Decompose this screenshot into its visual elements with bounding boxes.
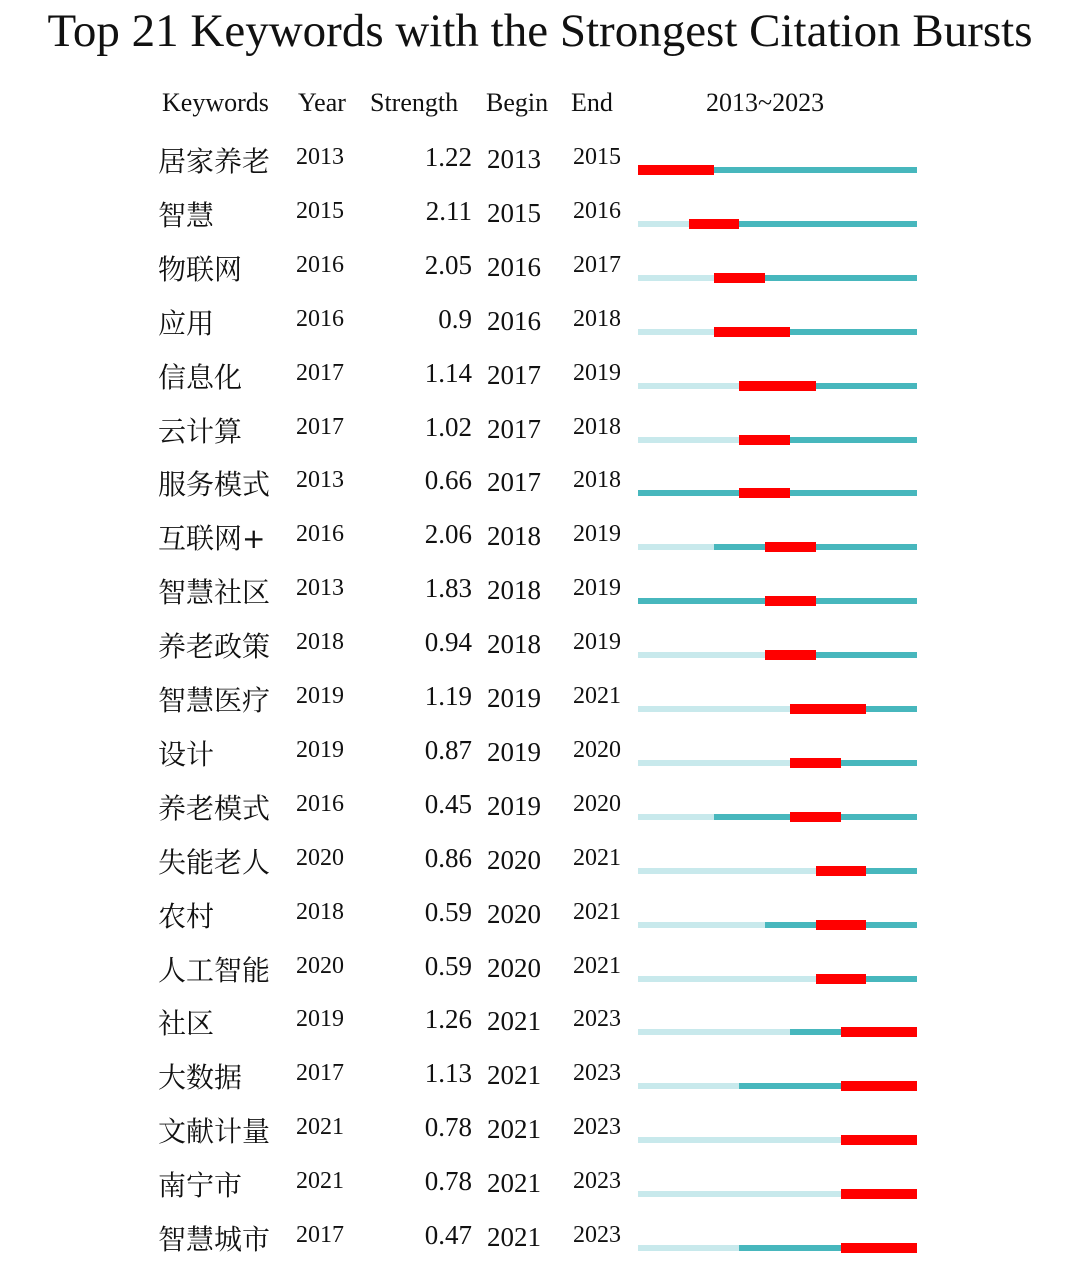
table-row xyxy=(0,787,1080,841)
table-row xyxy=(0,463,1080,517)
timeline-inactive-segment xyxy=(638,760,790,766)
timeline-inactive-segment xyxy=(638,814,714,820)
end-cell: 2023 xyxy=(573,1060,621,1087)
keyword-cell: 养老模式 xyxy=(158,791,271,825)
burst-bar xyxy=(841,1189,917,1199)
year-cell: 2019 xyxy=(296,683,344,709)
strength-cell: 1.14 xyxy=(424,357,472,388)
end-cell: 2019 xyxy=(573,359,621,386)
burst-bar xyxy=(790,758,841,768)
table-row xyxy=(0,571,1080,625)
table-row xyxy=(0,248,1080,302)
keyword-cell: 互联网+ xyxy=(158,522,266,556)
begin-cell: 2016 xyxy=(487,251,541,282)
strength-cell: 1.22 xyxy=(424,142,472,172)
strength-cell: 0.78 xyxy=(424,1166,472,1197)
begin-cell: 2021 xyxy=(487,1114,541,1145)
keyword-cell: 服务模式 xyxy=(158,468,271,502)
keyword-cell: 大数据 xyxy=(158,1061,243,1095)
timeline-inactive-segment xyxy=(638,922,765,928)
table-row xyxy=(0,1002,1080,1056)
year-cell: 2016 xyxy=(296,251,344,278)
keyword-cell: 物联网 xyxy=(158,252,243,286)
table-row xyxy=(0,356,1080,410)
table-row xyxy=(0,140,1080,194)
strength-cell: 0.78 xyxy=(424,1112,472,1143)
burst-bar xyxy=(841,1243,917,1253)
table-row xyxy=(0,841,1080,895)
burst-bar xyxy=(765,650,816,660)
strength-cell: 0.45 xyxy=(424,788,472,819)
timeline-inactive-segment xyxy=(638,221,689,227)
end-cell: 2023 xyxy=(573,1168,621,1195)
year-cell: 2018 xyxy=(296,629,344,656)
strength-cell: 0.87 xyxy=(424,734,472,765)
table-row xyxy=(0,1218,1080,1272)
table-row xyxy=(0,949,1080,1003)
year-cell: 2021 xyxy=(296,1168,344,1195)
end-cell: 2019 xyxy=(573,521,621,548)
keyword-cell: 信息化 xyxy=(158,360,243,394)
keyword-cell: 南宁市 xyxy=(158,1169,243,1203)
burst-bar xyxy=(816,920,867,930)
end-cell: 2017 xyxy=(573,251,621,278)
year-cell: 2018 xyxy=(296,898,344,925)
strength-cell: 0.94 xyxy=(424,627,472,658)
begin-cell: 2015 xyxy=(487,197,541,228)
timeline-active-segment xyxy=(714,544,917,550)
end-cell: 2015 xyxy=(573,144,621,170)
burst-bar xyxy=(790,704,866,714)
burst-bar xyxy=(816,866,867,876)
table-row xyxy=(0,679,1080,733)
end-cell: 2018 xyxy=(573,467,621,494)
chart-title: Top 21 Keywords with the Strongest Citation Bursts xyxy=(47,5,1033,57)
begin-cell: 2017 xyxy=(487,359,541,390)
keyword-cell: 设计 xyxy=(158,737,215,771)
keyword-cell: 人工智能 xyxy=(158,953,271,987)
begin-cell: 2020 xyxy=(487,898,541,929)
header-timeline: 2013~2023 xyxy=(706,88,825,117)
timeline-inactive-segment xyxy=(638,383,739,389)
begin-cell: 2021 xyxy=(487,1006,541,1037)
strength-cell: 0.66 xyxy=(424,465,472,496)
timeline-inactive-segment xyxy=(638,1083,739,1089)
table-row xyxy=(0,302,1080,356)
begin-cell: 2019 xyxy=(487,736,541,767)
strength-cell: 0.9 xyxy=(438,303,472,334)
burst-bar xyxy=(714,327,790,337)
table-row xyxy=(0,517,1080,571)
header-year: Year xyxy=(298,88,346,117)
strength-cell: 1.19 xyxy=(424,681,472,711)
timeline-inactive-segment xyxy=(638,1029,790,1035)
year-cell: 2020 xyxy=(296,844,344,871)
timeline-inactive-segment xyxy=(638,868,816,874)
keyword-cell: 应用 xyxy=(158,306,215,340)
end-cell: 2019 xyxy=(573,575,621,602)
timeline-inactive-segment xyxy=(638,1191,841,1197)
begin-cell: 2021 xyxy=(487,1222,541,1252)
year-cell: 2016 xyxy=(296,521,344,548)
table-row xyxy=(0,895,1080,949)
strength-cell: 1.26 xyxy=(424,1004,472,1035)
end-cell: 2021 xyxy=(573,952,621,979)
table-row xyxy=(0,1164,1080,1218)
begin-cell: 2020 xyxy=(487,952,541,983)
begin-cell: 2021 xyxy=(487,1060,541,1091)
year-cell: 2017 xyxy=(296,413,344,440)
table-row xyxy=(0,1056,1080,1110)
strength-cell: 2.11 xyxy=(425,195,472,226)
strength-cell: 0.47 xyxy=(424,1220,472,1250)
end-cell: 2021 xyxy=(573,898,621,925)
timeline-inactive-segment xyxy=(638,544,714,550)
timeline-inactive-segment xyxy=(638,437,739,443)
burst-bar xyxy=(765,542,816,552)
year-cell: 2016 xyxy=(296,790,344,817)
end-cell: 2021 xyxy=(573,844,621,871)
year-cell: 2017 xyxy=(296,359,344,386)
end-cell: 2018 xyxy=(573,413,621,440)
keyword-cell: 社区 xyxy=(158,1007,215,1041)
year-cell: 2013 xyxy=(296,467,344,494)
end-cell: 2018 xyxy=(573,305,621,332)
burst-bar xyxy=(765,596,816,606)
burst-bar xyxy=(689,219,740,229)
strength-cell: 2.05 xyxy=(424,249,472,280)
keyword-cell: 文献计量 xyxy=(158,1115,271,1149)
timeline-inactive-segment xyxy=(638,329,714,335)
end-cell: 2020 xyxy=(573,736,621,763)
burst-bar xyxy=(790,812,841,822)
end-cell: 2023 xyxy=(573,1222,621,1248)
header-begin: Begin xyxy=(486,88,549,117)
begin-cell: 2013 xyxy=(487,144,541,174)
strength-cell: 0.86 xyxy=(424,842,472,873)
end-cell: 2021 xyxy=(573,683,621,709)
begin-cell: 2018 xyxy=(487,575,541,606)
year-cell: 2019 xyxy=(296,736,344,763)
keyword-cell: 智慧 xyxy=(158,198,215,232)
end-cell: 2016 xyxy=(573,197,621,224)
timeline-inactive-segment xyxy=(638,1137,841,1143)
strength-cell: 0.59 xyxy=(424,896,472,927)
keyword-cell: 智慧医疗 xyxy=(158,684,271,717)
keyword-cell: 养老政策 xyxy=(158,630,271,664)
begin-cell: 2017 xyxy=(487,467,541,498)
end-cell: 2023 xyxy=(573,1006,621,1033)
burst-bar xyxy=(739,435,790,445)
keyword-cell: 智慧社区 xyxy=(158,576,271,610)
end-cell: 2019 xyxy=(573,629,621,656)
strength-cell: 1.02 xyxy=(424,411,472,442)
year-cell: 2013 xyxy=(296,144,344,170)
burst-bar xyxy=(739,381,815,391)
burst-bar xyxy=(638,165,714,175)
keyword-cell: 农村 xyxy=(158,899,215,933)
begin-cell: 2020 xyxy=(487,844,541,875)
timeline-inactive-segment xyxy=(638,706,790,712)
begin-cell: 2017 xyxy=(487,413,541,444)
keyword-cell: 失能老人 xyxy=(158,845,271,879)
header-end: End xyxy=(571,88,613,117)
burst-bar xyxy=(841,1027,917,1037)
table-row xyxy=(0,625,1080,679)
header-strength: Strength xyxy=(370,88,459,117)
keyword-cell: 居家养老 xyxy=(158,145,271,178)
begin-cell: 2019 xyxy=(487,790,541,821)
strength-cell: 1.83 xyxy=(424,573,472,604)
begin-cell: 2018 xyxy=(487,629,541,660)
timeline-inactive-segment xyxy=(638,1245,739,1251)
year-cell: 2015 xyxy=(296,197,344,224)
begin-cell: 2019 xyxy=(487,683,541,713)
burst-bar xyxy=(714,273,765,283)
timeline-inactive-segment xyxy=(638,275,714,281)
strength-cell: 1.13 xyxy=(424,1058,472,1089)
strength-cell: 2.06 xyxy=(424,519,472,550)
year-cell: 2017 xyxy=(296,1222,344,1248)
year-cell: 2019 xyxy=(296,1006,344,1033)
table-row xyxy=(0,733,1080,787)
year-cell: 2020 xyxy=(296,952,344,979)
keyword-cell: 智慧城市 xyxy=(158,1223,271,1256)
table-row xyxy=(0,194,1080,248)
burst-bar xyxy=(816,974,867,984)
begin-cell: 2021 xyxy=(487,1168,541,1199)
header-keywords: Keywords xyxy=(162,88,269,117)
begin-cell: 2016 xyxy=(487,305,541,336)
year-cell: 2016 xyxy=(296,305,344,332)
burst-bar xyxy=(841,1081,917,1091)
burst-bar xyxy=(739,488,790,498)
begin-cell: 2018 xyxy=(487,521,541,552)
table-row xyxy=(0,410,1080,464)
keyword-cell: 云计算 xyxy=(158,414,243,448)
strength-cell: 0.59 xyxy=(424,950,472,981)
year-cell: 2013 xyxy=(296,575,344,602)
timeline-inactive-segment xyxy=(638,652,765,658)
year-cell: 2017 xyxy=(296,1060,344,1087)
table-row xyxy=(0,1110,1080,1164)
burst-bar xyxy=(841,1135,917,1145)
year-cell: 2021 xyxy=(296,1114,344,1141)
end-cell: 2020 xyxy=(573,790,621,817)
end-cell: 2023 xyxy=(573,1114,621,1141)
timeline-inactive-segment xyxy=(638,976,816,982)
